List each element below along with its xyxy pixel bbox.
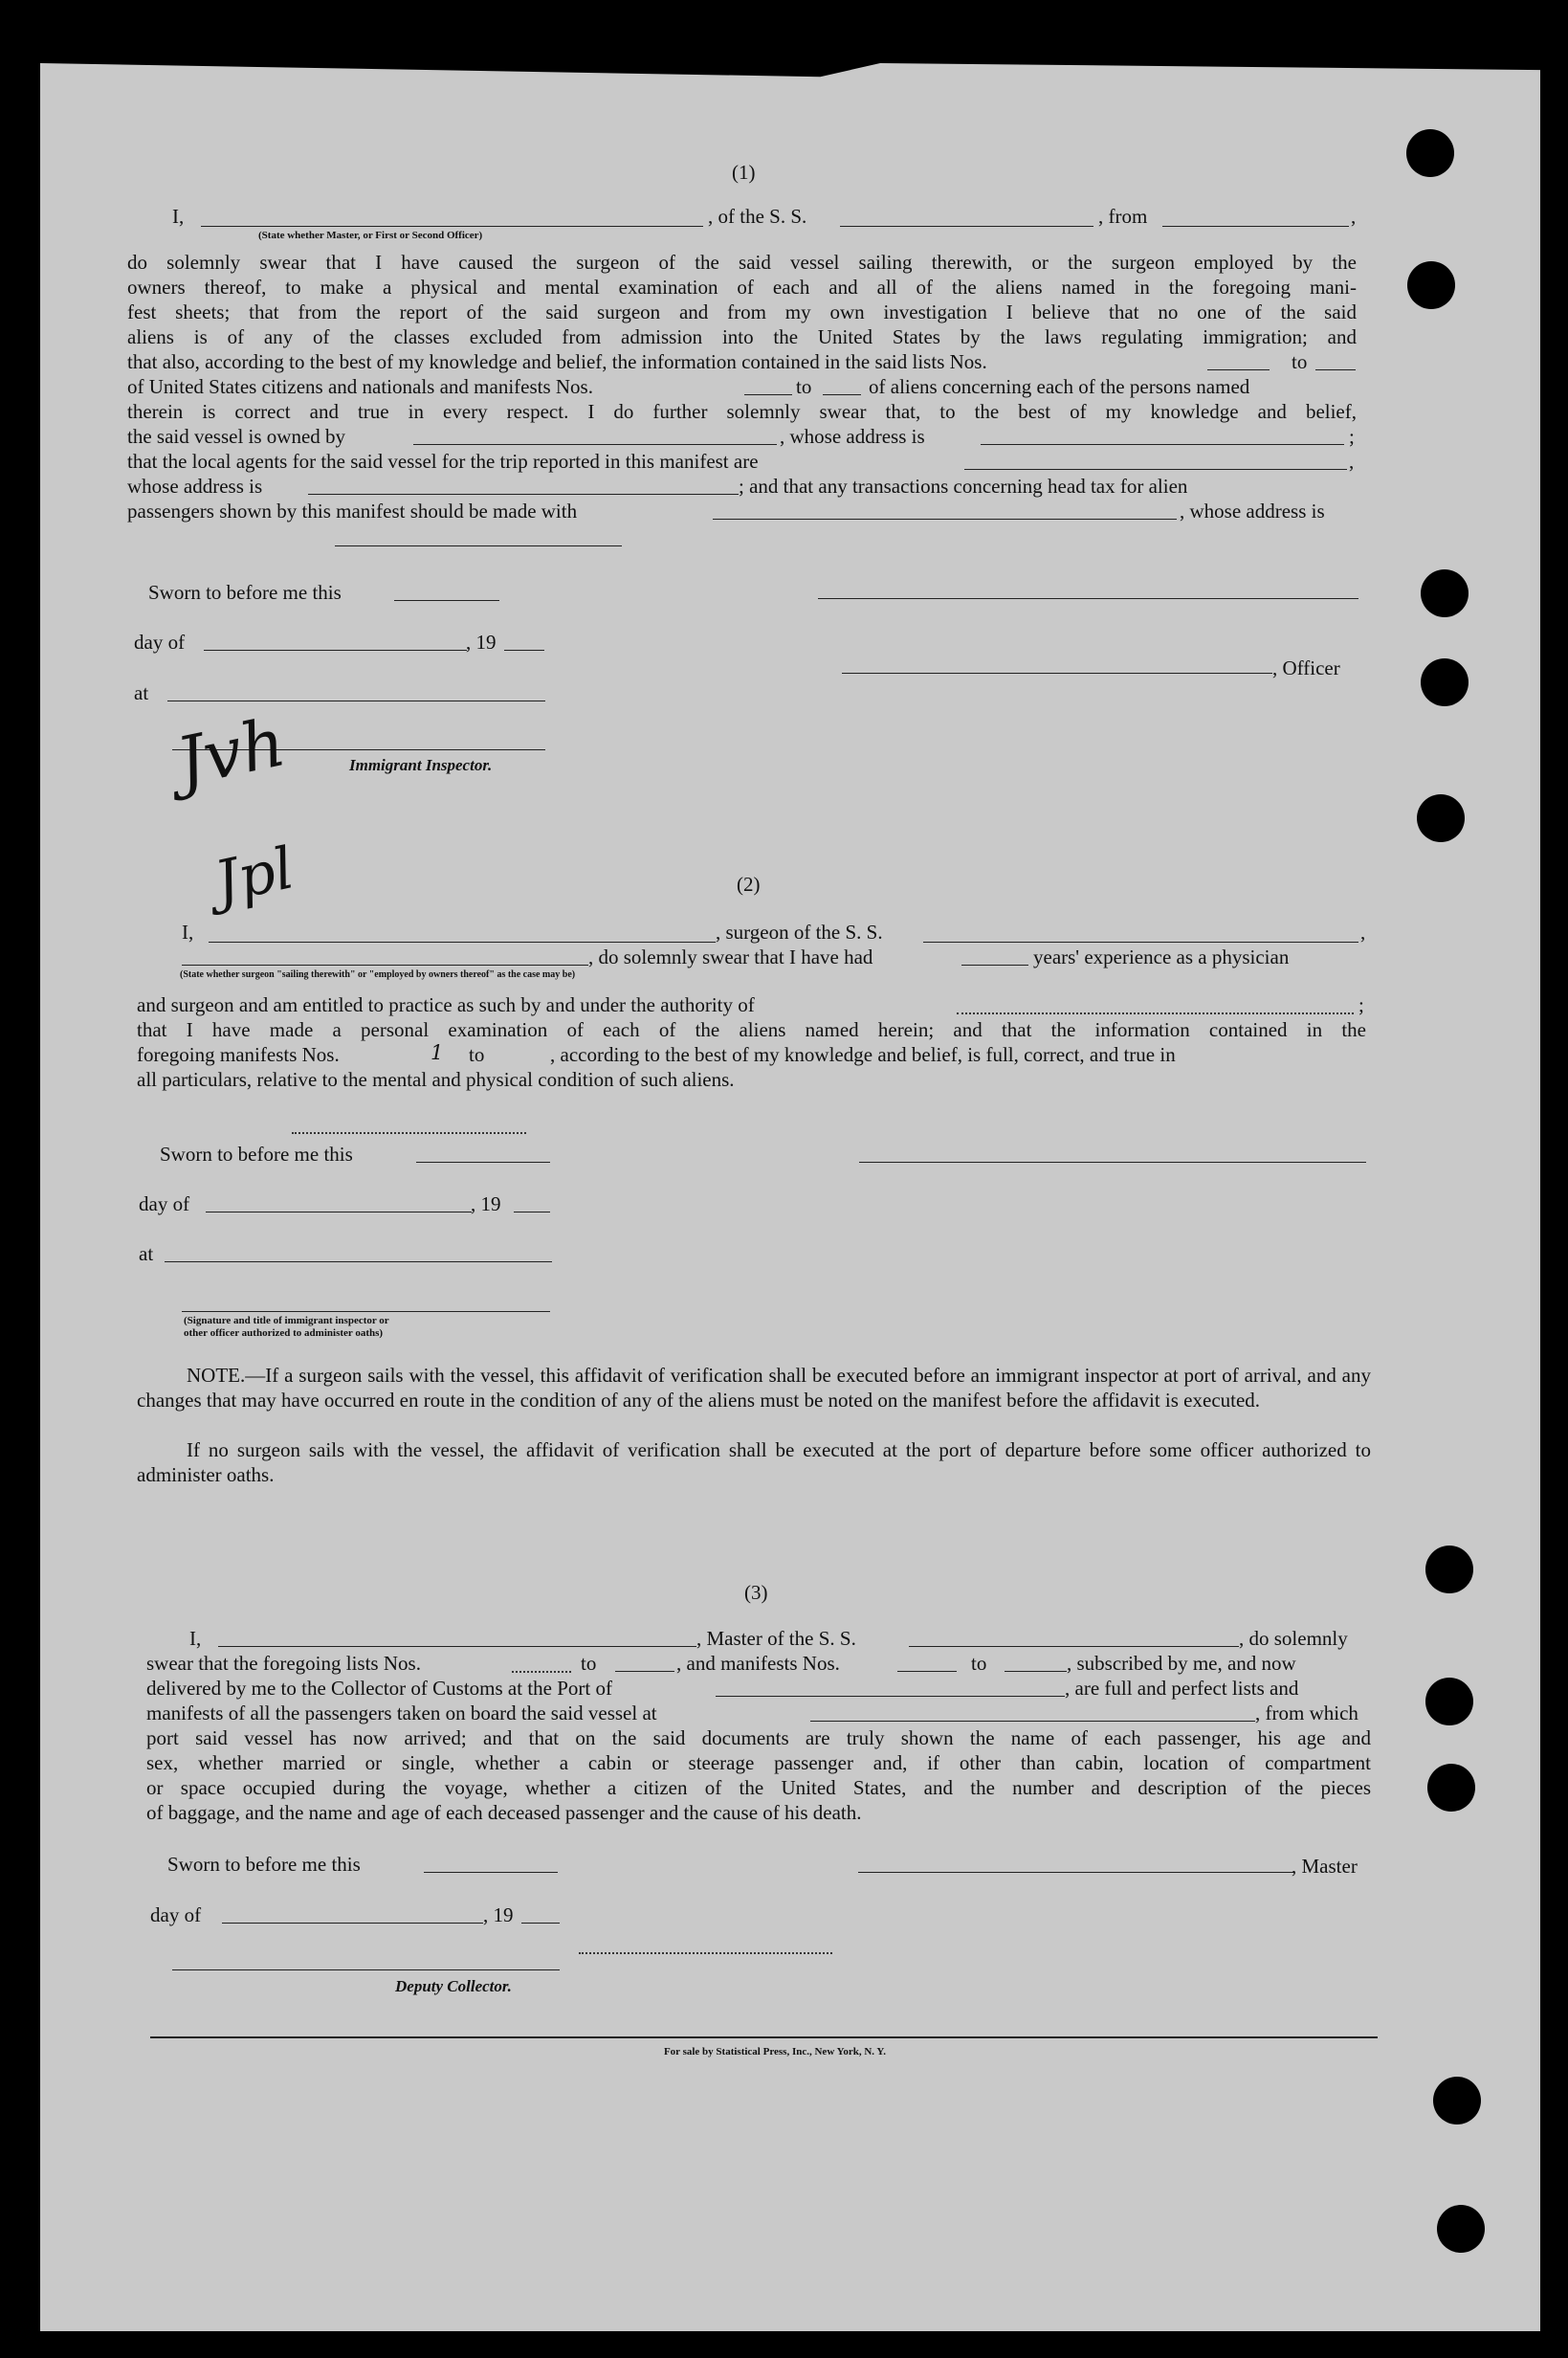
s1-line: ; and that any transactions concerning head tax for alien bbox=[739, 475, 1188, 498]
s1-at: at bbox=[134, 681, 149, 704]
s2-comma: , bbox=[1360, 921, 1366, 944]
s1-line: , whose address is bbox=[780, 425, 925, 448]
footer-printer: For sale by Statistical Press, Inc., New York, N. Y. bbox=[663, 2046, 887, 2058]
s3-sworn: Sworn to before me this bbox=[167, 1853, 361, 1876]
s3-day-line bbox=[222, 1923, 483, 1924]
s1-state-note: (State whether Master, or First or Second Officer) bbox=[258, 230, 483, 241]
s3-line: delivered by me to the Collector of Customs at the Port of bbox=[146, 1677, 612, 1700]
s1-day-of: day of bbox=[134, 631, 186, 654]
inspector-handwritten-signature: Jvh bbox=[169, 702, 292, 802]
s2-years-line bbox=[961, 965, 1028, 966]
s1-continuation-line bbox=[818, 598, 1358, 599]
s2-note bbox=[137, 1363, 1371, 1413]
s1-line: fest sheets; that from the report of the said surgeon and from my own investigation I believe that no one of the said bbox=[127, 300, 1357, 323]
s1-officer-signature-line bbox=[842, 673, 1272, 674]
s3-line: , from which bbox=[1255, 1702, 1358, 1724]
s2-at-line bbox=[165, 1261, 552, 1262]
punch-hole bbox=[1427, 1764, 1475, 1812]
s3-line: of baggage, and the name and age of each deceased passenger and the cause of his death. bbox=[146, 1801, 862, 1824]
s3-manifests-from-line bbox=[897, 1671, 957, 1672]
s2-sig-note-2: other officer authorized to administer oaths) bbox=[184, 1327, 384, 1339]
s1-line: of aliens concerning each of the persons named bbox=[869, 375, 1250, 398]
s1-comma: , bbox=[1351, 205, 1357, 228]
s2-authority-line bbox=[957, 1012, 1354, 1014]
note-label: NOTE. bbox=[187, 1364, 246, 1387]
s3-year: , 19 bbox=[483, 1903, 514, 1926]
s1-inspector-label: Immigrant Inspector. bbox=[349, 756, 493, 774]
s2-line: , according to the best of my knowledge and belief, is full, correct, and true in bbox=[550, 1043, 1176, 1066]
s2-swear-a: , do solemnly swear that I have had bbox=[588, 945, 873, 968]
s2-sworn-line bbox=[416, 1162, 550, 1163]
s1-line: owners thereof, to make a physical and mental examination of each and all of the aliens named in the foregoing mani- bbox=[127, 276, 1357, 299]
s2-line: and surgeon and am entitled to practice as such by and under the authority of bbox=[137, 993, 755, 1016]
s3-lists-to-line bbox=[615, 1671, 674, 1672]
s1-line: that also, according to the best of my knowledge and belief, the information contained in the said lists Nos. bbox=[127, 350, 987, 373]
s2-sig-note-1: (Signature and title of immigrant inspector or bbox=[184, 1315, 389, 1326]
s3-lists-from-line bbox=[512, 1671, 571, 1673]
s3-line: , are full and perfect lists and bbox=[1065, 1677, 1299, 1700]
s1-year-line bbox=[504, 650, 544, 651]
s1-line: ; bbox=[1349, 425, 1355, 448]
s2-year: , 19 bbox=[471, 1192, 501, 1215]
punch-hole bbox=[1425, 1678, 1473, 1725]
s1-officer: , Officer bbox=[1272, 656, 1340, 679]
s2-inspector-line bbox=[182, 1311, 550, 1312]
punch-hole bbox=[1425, 1546, 1473, 1593]
s2-line: that I have made a personal examination of each of the aliens named herein; and that the information contained in the bbox=[137, 1018, 1366, 1041]
s1-year: , 19 bbox=[466, 631, 497, 654]
s1-sworn-line bbox=[394, 600, 499, 601]
s1-line: of United States citizens and nationals and manifests Nos. bbox=[127, 375, 593, 398]
s2-day-of: day of bbox=[139, 1192, 190, 1215]
s3-line: swear that the foregoing lists Nos. bbox=[146, 1652, 421, 1675]
s3-master-signature-line bbox=[858, 1872, 1293, 1873]
s3-ship-line bbox=[909, 1646, 1239, 1647]
s1-agents-line bbox=[964, 469, 1347, 470]
s1-from-line bbox=[1162, 226, 1349, 227]
s3-line: , and manifests Nos. bbox=[676, 1652, 840, 1675]
s1-line: that the local agents for the said vessel for the trip reported in this manifest are bbox=[127, 450, 759, 473]
s3-port-boarded-line bbox=[810, 1721, 1255, 1722]
s2-note-2: If no surgeon sails with the vessel, the affidavit of verification shall be executed at the port of departure before some officer authorized to administer oaths. bbox=[137, 1438, 1371, 1486]
s1-ship-line bbox=[840, 226, 1093, 227]
s2-title-line bbox=[182, 965, 588, 966]
s2-line: all particulars, relative to the mental and physical condition of such aliens. bbox=[137, 1068, 735, 1091]
s3-deputy-line bbox=[172, 1969, 560, 1970]
punch-hole bbox=[1417, 794, 1465, 842]
s3-deputy-label: Deputy Collector. bbox=[395, 1977, 512, 1995]
s2-state-note: (State whether surgeon "sailing therewith" or "employed by owners thereof" as the case may be) bbox=[180, 969, 576, 980]
s2-at: at bbox=[139, 1242, 154, 1265]
s2-surgeon-of: , surgeon of the S. S. bbox=[716, 921, 883, 944]
s2-surgeon-signature-line bbox=[859, 1162, 1366, 1163]
s1-day-line bbox=[204, 650, 467, 651]
s3-master: , Master bbox=[1292, 1855, 1358, 1878]
punch-hole bbox=[1433, 2077, 1481, 2124]
s1-headtax-line bbox=[713, 519, 1177, 520]
s2-surgeon-name-line bbox=[209, 942, 716, 943]
s1-officer-name-line bbox=[201, 226, 703, 227]
punch-hole bbox=[1437, 2205, 1485, 2253]
s2-sworn: Sworn to before me this bbox=[160, 1143, 353, 1166]
s1-line: , whose address is bbox=[1180, 500, 1325, 523]
s3-manifests-to-line bbox=[1005, 1671, 1067, 1672]
note-text: —If a surgeon sails with the vessel, this affidavit of verification shall be executed before an immigrant inspector at port of arrival, and any changes that may have occurred en route in the condition of any of the aliens must be noted on the manifest before the affidavit is executed. bbox=[137, 1364, 1371, 1412]
punch-hole bbox=[1406, 129, 1454, 177]
s1-line: to bbox=[1292, 350, 1308, 373]
s1-i: I, bbox=[172, 205, 185, 228]
s1-line: aliens is of any of the classes excluded from admission into the United States by the laws regulating immigration; and bbox=[127, 325, 1357, 348]
section-2-number: (2) bbox=[737, 873, 761, 896]
s3-line: sex, whether married or single, whether a cabin or steerage passenger and, if other than cabin, location of compartment bbox=[146, 1751, 1371, 1774]
s3-line: or space occupied during the voyage, whether a citizen of the United States, and the number and description of the pieces bbox=[146, 1776, 1371, 1799]
s1-sworn: Sworn to before me this bbox=[148, 581, 342, 604]
s1-line: do solemnly swear that I have caused the surgeon of the said vessel sailing therewith, or the surgeon employed by the bbox=[127, 251, 1357, 274]
s3-master-of: , Master of the S. S. bbox=[696, 1627, 856, 1650]
footer-rule bbox=[150, 2036, 1378, 2038]
s1-line: whose address is bbox=[127, 475, 263, 498]
s3-i: I, bbox=[189, 1627, 202, 1650]
s2-swear-b: years' experience as a physician bbox=[1033, 945, 1290, 968]
s3-solemnly: , do solemnly bbox=[1239, 1627, 1348, 1650]
s2-signature-line bbox=[292, 1132, 526, 1134]
s1-manifests-from-line bbox=[744, 394, 792, 395]
s1-lists-to-line bbox=[1315, 369, 1356, 370]
punch-hole bbox=[1421, 569, 1469, 617]
s3-day-of: day of bbox=[150, 1903, 202, 1926]
s1-line: the said vessel is owned by bbox=[127, 425, 346, 448]
section-3-number: (3) bbox=[744, 1581, 768, 1604]
s2-ship-line bbox=[923, 942, 1358, 943]
s3-line: to bbox=[581, 1652, 597, 1675]
s3-year-line bbox=[521, 1923, 560, 1924]
s2-line: foregoing manifests Nos. bbox=[137, 1043, 340, 1066]
s3-witness-line bbox=[579, 1952, 832, 1954]
punch-hole bbox=[1407, 261, 1455, 309]
s3-port-line bbox=[716, 1696, 1065, 1697]
s1-manifests-to-line bbox=[823, 394, 861, 395]
s3-name-line bbox=[218, 1646, 696, 1647]
s1-from: , from bbox=[1098, 205, 1148, 228]
section-1-number: (1) bbox=[732, 161, 756, 184]
s1-line: to bbox=[796, 375, 812, 398]
s3-line: , subscribed by me, and now bbox=[1067, 1652, 1296, 1675]
s1-owner-address-line bbox=[981, 444, 1344, 445]
s3-line: port said vessel has now arrived; and that on the said documents are truly shown the name of each passenger, his age and bbox=[146, 1726, 1371, 1749]
punch-hole bbox=[1421, 658, 1469, 706]
s3-sworn-line bbox=[424, 1872, 558, 1873]
s3-line: manifests of all the passengers taken on board the said vessel at bbox=[146, 1702, 657, 1724]
s1-continuation-line bbox=[335, 545, 622, 546]
s3-line: to bbox=[971, 1652, 987, 1675]
s1-of-ss: , of the S. S. bbox=[708, 205, 807, 228]
s1-owner-line bbox=[413, 444, 777, 445]
surgeon-handwritten-initials: Jpl bbox=[209, 834, 300, 917]
s1-lists-from-line bbox=[1207, 369, 1270, 370]
s2-i: I, bbox=[182, 921, 194, 944]
s2-manifest-from-value: 1 bbox=[431, 1041, 444, 1064]
s1-line: therein is correct and true in every respect. I do further solemnly swear that, to the best of my knowledge and belief, bbox=[127, 400, 1357, 423]
s1-agents-address-line bbox=[308, 494, 739, 495]
s2-line: ; bbox=[1358, 993, 1364, 1016]
s2-line: to bbox=[469, 1043, 485, 1066]
s1-line: , bbox=[1349, 450, 1355, 473]
s1-line: passengers shown by this manifest should be made with bbox=[127, 500, 578, 523]
